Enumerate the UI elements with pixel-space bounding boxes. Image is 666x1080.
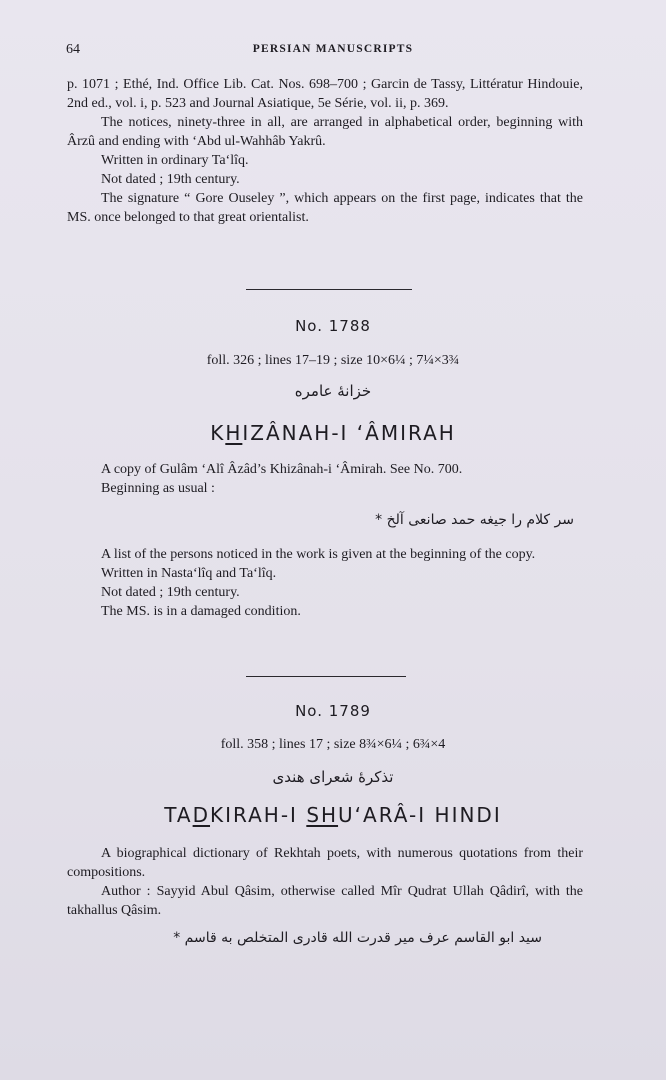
- notices-paragraph: The notices, ninety-three in all, are arranged in alphabetical order, beginning with Ârzû and ending with ‘Abd ul-Wahhâb Yakrû.: [67, 115, 583, 149]
- condition-note-1788: The MS. is in a damaged condition.: [101, 604, 301, 619]
- persons-list-note: A list of the persons noticed in the work is given at the beginning of the copy.: [101, 547, 536, 562]
- entry-number-1788: No. 1788: [295, 317, 371, 335]
- arabic-title-1789: تذکرهٔ شعرای هندی: [272, 768, 394, 786]
- entry-title-1789: [0, 803, 666, 827]
- references-paragraph: p. 1071 ; Ethé, Ind. Office Lib. Cat. Nos. 698–700 ; Garcin de Tassy, Littératur Hindouie, 2nd ed., vol. i, p. 523 and Journal Asiatique, 5e Série, vol. ii, p. 369.: [67, 77, 583, 111]
- title-part: U‘ARÂ-I HINDI: [338, 803, 502, 827]
- arabic-beginning-1788: سر کلام را جیغه حمد صانعی آلخ *: [375, 512, 574, 528]
- title-part: KIRAH-I: [210, 803, 307, 827]
- script-note: Written in ordinary Ta‘lîq.: [101, 153, 249, 168]
- title-rest: IZÂNAH-I ‘ÂMIRAH: [242, 421, 456, 445]
- arabic-author-1789: سید ابو القاسم عرف میر قدرت الله قادری المتخلص به قاسم *: [173, 930, 542, 946]
- arabic-title-1788: خزانهٔ عامره: [294, 382, 372, 400]
- copy-note: A copy of Gulâm ‘Alî Âzâd’s Khizânah-i ‘Âmirah. See No. 700.: [101, 462, 463, 477]
- title-underlined-letter: D: [192, 803, 211, 827]
- title-underlined-letter: H: [225, 421, 243, 445]
- beginning-note: Beginning as usual :: [101, 481, 215, 496]
- title-part: TA: [164, 803, 193, 827]
- description-note: A biographical dictionary of Rekhtah poets, with numerous quotations from their compositions.: [67, 846, 583, 880]
- title-underlined-letters: SH: [306, 803, 339, 827]
- signature-paragraph: The signature “ Gore Ouseley ”, which appears on the first page, indicates that the MS. once belonged to that great orientalist.: [67, 191, 583, 225]
- running-header: [0, 42, 666, 60]
- date-note: Not dated ; 19th century.: [101, 172, 240, 187]
- intro-section: [67, 75, 583, 227]
- entry-title-1788: [0, 421, 666, 445]
- running-title: PERSIAN MANUSCRIPTS: [252, 43, 414, 55]
- folio-details-1788: foll. 326 ; lines 17–19 ; size 10×6¼ ; 7¼×3¾: [206, 353, 460, 368]
- date-note-1788: Not dated ; 19th century.: [101, 585, 240, 600]
- entry-1789-body: [67, 844, 583, 920]
- entry-1788-body: [67, 460, 583, 498]
- page-number: 64: [66, 42, 80, 57]
- entry-number-1789: No. 1789: [295, 702, 371, 720]
- section-divider: [246, 289, 412, 290]
- folio-details-1789: foll. 358 ; lines 17 ; size 8¾×6¼ ; 6¾×4: [220, 737, 446, 752]
- script-note-1788: Written in Nasta‘lîq and Ta‘lîq.: [101, 566, 277, 581]
- author-note: Author : Sayyid Abul Qâsim, otherwise called Mîr Qudrat Ullah Qâdirî, with the takhallus Qâsim.: [67, 884, 583, 918]
- section-divider: [246, 676, 406, 677]
- title-letter: K: [210, 421, 226, 445]
- entry-1788-body-2: [67, 545, 583, 621]
